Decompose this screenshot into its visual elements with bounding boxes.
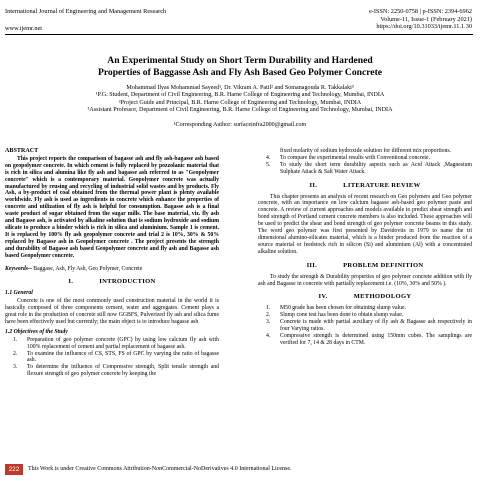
list-item-number: 4.: [266, 332, 271, 339]
section-heading-literature: II. LITERATURE REVIEW: [309, 181, 421, 189]
keywords-label: Keywords--: [5, 265, 32, 272]
title-line-2: Properties of Baggasse Ash and Fly Ash Based Geo Polymer Concrete: [97, 67, 383, 78]
list-item: [258, 333, 472, 347]
section-heading-problem: III. PROBLEM DEFINITION: [306, 261, 424, 269]
list-item: [258, 319, 472, 333]
section-heading-methodology: IV. METHODOLOGY: [318, 293, 412, 301]
left-column: [5, 148, 219, 378]
journal-name: International Journal of Engineering and Management Research: [5, 8, 167, 15]
journal-website[interactable]: www.ijemr.net: [5, 25, 43, 32]
keywords-list: Baggase, Ash, Fly Ash, Geo Polymer, Concrete: [33, 265, 143, 272]
list-item-number: 5.: [266, 161, 271, 168]
author-block: [10, 85, 470, 115]
list-item-text: To examine the influence of CS, STS, FS of GPC by varying the ratio of bagasse ash.: [27, 350, 219, 364]
list-item-text: Concrete is made with partial auxiliary of fly ash & Bagasse ash respectively in four Varying ratios.: [280, 319, 472, 333]
volume-issue: Volume-11, Issue-1 (February 2021): [380, 15, 472, 23]
abstract-text: This project reports the comparison of bagasse ash and fly ash-bagasse ash based on geopolymer concrete. In which cement is fully replaced by pozzolanic material that is rich in silica and alumina like fly ash and bagasse ash referred to as "Geopolymer concrete" which is a contemporary material. Geopolymer concrete was actually manufactured by reusing and recycling of industrial solid wastes and by products. Fly Ash, a by-product of coal obtained from the thermal power plant is plenty available worldwide. Fly ash is used as ingredients in concrete which enhance the properties of concrete and utilization of fly ash is helpful for consumption. Bagasse ash is a final waste product of sugar obtained from the sugar mills. The base material, viz. fly ash and Bagasse ash, is activated by alkaline solution that is sodium hydroxide and sodium silicate to produce a binder which is rich in silica and aluminium. Sample 1 is cement. It is replaced by 100% fly ash geopolymer concrete and trial 2 is 10%, 30% & 50% replaced by Bagasse ash in Geopolymer concrete . The project presents the strength and durability of Bagasse ash based Geopolymer concrete and fly ash and Bagasse ash based Geopolymer concrete.: [5, 155, 219, 259]
section-heading-introduction: I. INTRODUCTION: [68, 278, 156, 286]
affiliation-1: ¹P.G. Student, Department of Civil Engineering, B.R. Harne College of Engineering and Technology, Mumbai, INDIA: [95, 92, 385, 99]
keywords: [5, 266, 219, 273]
list-item-number: 2.: [266, 312, 271, 319]
list-item-text: To study the short term durability aspects such as Acid Attack ,Magnesium Sulphate Attack & Salt Water Attack.: [280, 161, 472, 175]
objectives-list-continued: [258, 155, 472, 176]
subsection-objectives-heading: 1.2 Objectives of the Study: [5, 328, 68, 335]
list-item-text: M50 grade has been chosen for obtaining slump value.: [280, 305, 406, 312]
list-item-number: 4.: [266, 154, 271, 161]
list-item-text: To determine the influence of Compressive strength, Split tensile strength and flexure strength of geo polymer concrete by keeping the: [27, 364, 219, 378]
list-item-text: Compressive strength is determined using 150mm cubes. The samplings are verified for 7, 14 & 28 days in CTM.: [280, 332, 472, 346]
list-item-number: 1.: [13, 336, 18, 343]
doi-link[interactable]: https://doi.org/10.31033/ijemr.11.1.30: [376, 23, 472, 31]
list-item-text: Slump cone test has been done to obtain slump value.: [280, 312, 404, 319]
header-rule: [5, 34, 473, 35]
subsection-general-heading: 1.1 General: [5, 290, 33, 297]
journal-meta: [272, 8, 472, 31]
title-line-1: An Experimental Study on Short Term Durability and Hardened: [107, 55, 373, 66]
list-item: [258, 162, 472, 176]
page-footer: [0, 464, 480, 476]
corresponding-author: ¹Corresponding Author: surfaceinfra2000@gmail.com: [173, 122, 307, 128]
list-item: [258, 305, 472, 312]
list-item-number: 3.: [13, 364, 18, 371]
literature-text: This chapter presents an analysis of recent research on Geo polymers and Geo polymer concrete, with an importance on low calcium bagasse ash-based geo polymer paste and concrete. A review of current approaches and models available to predict shear strength and bond strength of Portland cement concrete members is also included. These approaches will be used to predict the shear and bond strength of geo polymer concrete beams in this study. The word geo polymer was first presented by Davidovits in 1979 to name the tri dimensional alumino-silicates material, which is a binder produced from the reaction of a source material or feedstock rich in silicon (Si) and aluminium (Al) with a concentrated alkaline solution.: [258, 193, 472, 255]
objective-3-continued: fixed molarity of sodium hydroxide solution for different mix proportions.: [280, 148, 452, 154]
paper-title: [20, 55, 460, 79]
objectives-list: [5, 337, 219, 378]
affiliation-3: ³Assistant Professor, Department of Civil Engineering, B.R. Harne College of Engineering and Technology, Mumbai, INDIA: [87, 107, 393, 114]
list-item: [5, 351, 219, 365]
list-item: [258, 155, 472, 162]
list-item-text: Preparation of geo polymer concrete (GPC) by using low calcium fly ash with 100% replacement of cement and partial replacement of bagasse ash.: [27, 336, 219, 350]
list-item-number: 3.: [266, 319, 271, 326]
right-column: [258, 148, 472, 347]
abstract-heading: ABSTRACT: [5, 148, 39, 154]
list-item-number: 2.: [13, 350, 18, 357]
methodology-list: [258, 305, 472, 346]
problem-text: To study the strength & Durability properties of geo polymer concrete addition with fly ash and Bagasse in concrete with partially replacement i.e. (10%, 30% and 50% ).: [258, 273, 472, 287]
list-item: [5, 364, 219, 378]
list-item-text: To compare the experimental results with Conventional concrete.: [280, 154, 431, 161]
general-text: Concrete is one of the most commonly used construction material in the world it is basically composed of three components cement, water and aggregates. Cement plays a great role in the production of concrete still now GGBFS, Pulverized fly ash and silica fume have been effectively used but currently; the main object is to introduce bagasse ash: [5, 298, 219, 325]
issn: e-ISSN: 2250-0758 | p-ISSN: 2394-6962: [368, 8, 472, 15]
license-text[interactable]: This Work is under Creative Commons Attribution-NonCommercial-NoDerivatives 4.0 International License.: [28, 466, 292, 472]
list-item-number: 1.: [266, 305, 271, 312]
list-item: [5, 337, 219, 351]
page-number: 222: [5, 464, 23, 475]
affiliation-2: ²Project Guide and Principal, B.R. Harne College of Engineering and Technology, Mumbai, INDIA: [118, 99, 362, 106]
author-names: Mohammad Ilyas Mohammad Sayeed¹, Dr. Vikram A. Patil² and Somanagouda R. Takkalaki³: [126, 85, 354, 91]
